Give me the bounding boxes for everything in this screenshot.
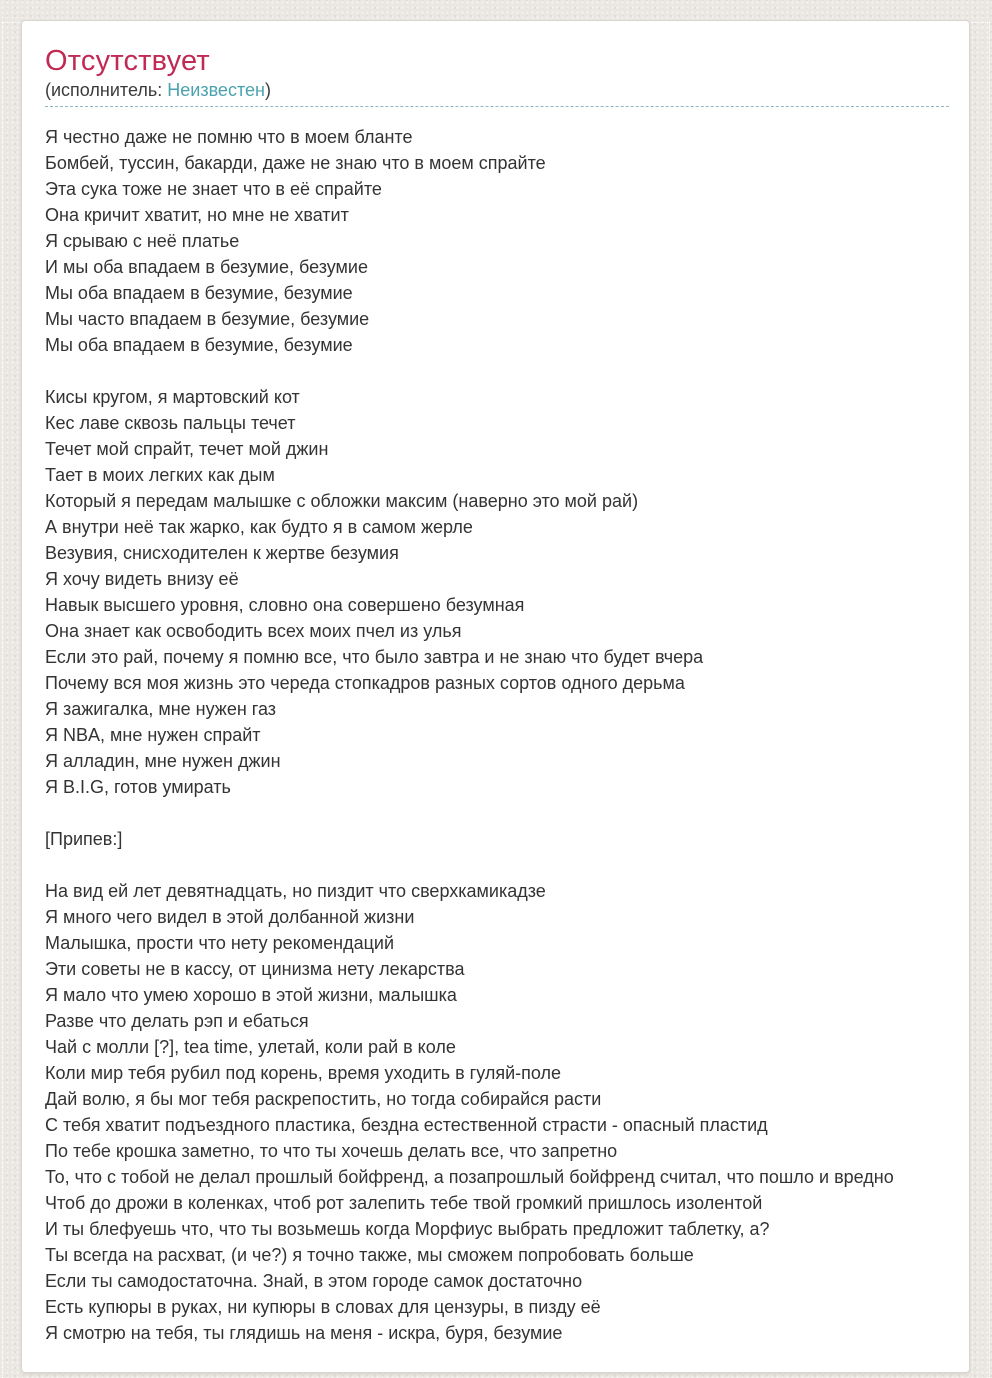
lyric-line: Я мало что умею хорошо в этой жизни, малышка <box>45 985 457 1005</box>
artist-line <box>45 80 949 101</box>
lyric-line: Эти советы не в кассу, от цинизма нету лекарства <box>45 959 465 979</box>
stanza <box>45 826 967 852</box>
lyrics-card <box>21 20 970 1373</box>
lyric-line: По тебе крошка заметно, то что ты хочешь делать все, что запретно <box>45 1141 618 1161</box>
lyric-line: Я много чего видел в этой долбанной жизни <box>45 907 415 927</box>
lyrics-text <box>45 124 967 1346</box>
lyric-line: Я зажигалка, мне нужен газ <box>45 699 277 719</box>
lyric-line: Я честно даже не помню что в моем бланте <box>45 127 413 147</box>
lyric-line: Она знает как освободить всех моих пчел из улья <box>45 621 462 641</box>
lyric-line: [Припев:] <box>45 829 123 849</box>
lyric-line: Почему вся моя жизнь это череда стопкадров разных сортов одного дерьма <box>45 673 685 693</box>
lyric-line: Если ты самодостаточна. Знай, в этом городе самок достаточно <box>45 1271 583 1291</box>
lyric-line: Эта сука тоже не знает что в её спрайте <box>45 179 382 199</box>
lyric-line: С тебя хватит подъездного пластика, бездна естественной страсти - опасный пластид <box>45 1115 768 1135</box>
lyric-line: Я B.I.G, готов умирать <box>45 777 231 797</box>
stanza <box>45 878 967 1346</box>
artist-link[interactable]: Неизвестен <box>167 80 265 100</box>
lyric-line: Кисы кругом, я мартовский кот <box>45 387 300 407</box>
lyric-line: Мы оба впадаем в безумие, безумие <box>45 335 353 355</box>
lyric-line: Если это рай, почему я помню все, что было завтра и не знаю что будет вчера <box>45 647 704 667</box>
lyric-line: И мы оба впадаем в безумие, безумие <box>45 257 368 277</box>
lyric-line: Я хочу видеть внизу её <box>45 569 239 589</box>
lyric-line: Я алладин, мне нужен джин <box>45 751 281 771</box>
lyric-line: То, что с тобой не делал прошлый бойфренд, а позапрошлый бойфренд считал, что пошло и вредно <box>45 1167 894 1187</box>
lyric-line: Она кричит хватит, но мне не хватит <box>45 205 349 225</box>
lyric-line: Бомбей, туссин, бакарди, даже не знаю что в моем спрайте <box>45 153 546 173</box>
lyric-line: А внутри неё так жарко, как будто я в самом жерле <box>45 517 473 537</box>
artist-label-prefix: (исполнитель: <box>45 80 168 100</box>
artist-label-suffix: ) <box>264 80 271 100</box>
lyric-line: Течет мой спрайт, течет мой джин <box>45 439 329 459</box>
lyric-line: Чтоб до дрожи в коленках, чтоб рот залепить тебе твой громкий пришлось изолентой <box>45 1193 763 1213</box>
song-title: Отсутствует <box>45 45 210 77</box>
lyric-line: Мы оба впадаем в безумие, безумие <box>45 283 353 303</box>
lyric-line: Я срываю с неё платье <box>45 231 240 251</box>
lyric-line: Кес лаве сквозь пальцы течет <box>45 413 296 433</box>
lyric-line: Малышка, прости что нету рекомендаций <box>45 933 395 953</box>
lyric-line: И ты блефуешь что, что ты возьмешь когда Морфиус выбрать предложит таблетку, а? <box>45 1219 770 1239</box>
lyric-line: Навык высшего уровня, словно она совершено безумная <box>45 595 525 615</box>
lyric-line: Тает в моих легких как дым <box>45 465 275 485</box>
lyric-line: Чай с молли [?], tea time, улетай, коли рай в коле <box>45 1037 456 1057</box>
lyric-line: Дай волю, я бы мог тебя раскрепостить, но тогда собирайся расти <box>45 1089 602 1109</box>
stanza <box>45 124 967 358</box>
lyric-line: Я смотрю на тебя, ты глядишь на меня - искра, буря, безумие <box>45 1323 563 1343</box>
lyric-line: Ты всегда на расхват, (и че?) я точно также, мы сможем попробовать больше <box>45 1245 694 1265</box>
lyric-line: Коли мир тебя рубил под корень, время уходить в гуляй-поле <box>45 1063 561 1083</box>
lyric-line: Который я передам малышке с обложки максим (наверно это мой рай) <box>45 491 639 511</box>
page-background <box>0 20 992 1378</box>
lyric-line: Мы часто впадаем в безумие, безумие <box>45 309 370 329</box>
stanza <box>45 384 967 800</box>
lyric-line: Я NBA, мне нужен спрайт <box>45 725 261 745</box>
lyric-line: На вид ей лет девятнадцать, но пиздит что сверхкамикадзе <box>45 881 546 901</box>
lyric-line: Есть купюры в руках, ни купюры в словах для цензуры, в пизду её <box>45 1297 601 1317</box>
lyric-line: Везувия, снисходителен к жертве безумия <box>45 543 399 563</box>
song-header <box>45 45 949 107</box>
lyric-line: Разве что делать рэп и ебаться <box>45 1011 309 1031</box>
